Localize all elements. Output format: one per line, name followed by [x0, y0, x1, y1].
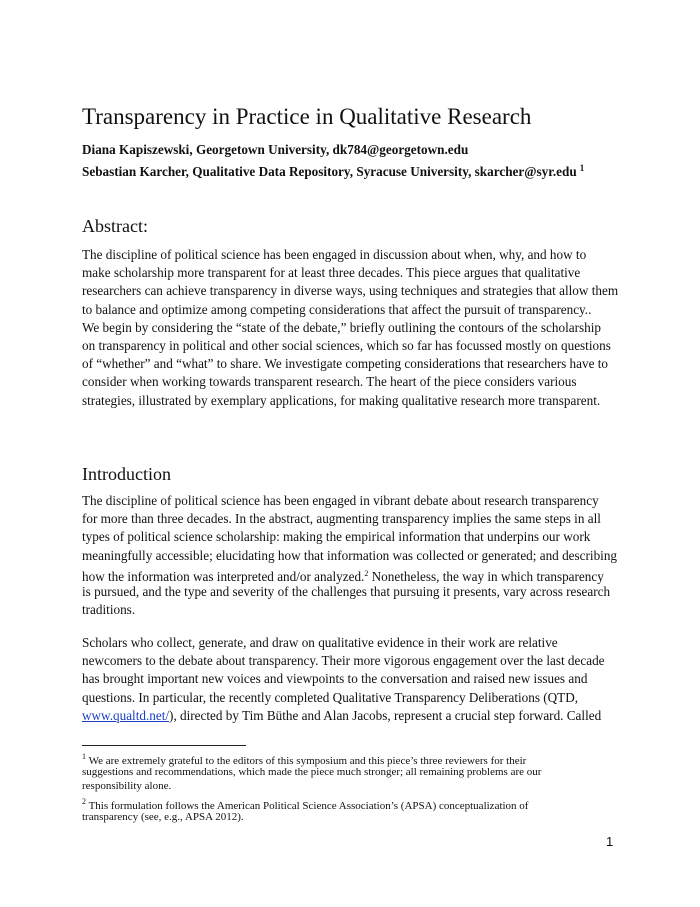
abstract-line: make scholarship more transparent for at least three decades. This piece argues that qualitative: [82, 265, 581, 281]
abstract-line: of “whether” and “what” to share. We investigate competing considerations that researchers have to: [82, 356, 608, 372]
abstract-line: to balance and optimize among competing considerations that affect the pursuit of transparency..: [82, 301, 592, 317]
paper-title: Transparency in Practice in Qualitative Research: [82, 104, 532, 129]
intro-line: meaningfully accessible; elucidating how that information was collected or generated; and describing: [82, 547, 618, 563]
page-number: 1: [606, 834, 614, 849]
footnote-text: We are extremely grateful to the editors of this symposium and this piece’s three reviewers for their: [88, 755, 527, 767]
intro-line: has brought important new voices and viewpoints to the conversation and raised new issues and: [82, 671, 588, 687]
abstract-heading: Abstract:: [82, 216, 148, 236]
author-line-1: [82, 141, 662, 159]
footnote-2: [82, 795, 622, 824]
abstract-paragraph: [82, 246, 622, 410]
intro-line: for more than three decades. In the abstract, augmenting transparency implies the same steps in all: [82, 511, 601, 527]
footnote-number: 1: [82, 752, 86, 761]
intro-line: Scholars who collect, generate, and draw on qualitative evidence in their work are relative: [82, 635, 558, 650]
intro-line: traditions.: [82, 602, 136, 618]
author-2-text: Sebastian Karcher, Qualitative Data Repository, Syracuse University, skarcher@syr.edu: [82, 164, 577, 179]
footnote-line: suggestions and recommendations, which made the piece much stronger; all remaining problems are our: [82, 765, 542, 778]
intro-line-text: ), directed by Tim Büthe and Alan Jacobs, represent a crucial step forward. Called: [169, 707, 602, 723]
footnote-number: 2: [82, 797, 86, 806]
abstract-line: on transparency in political and other social sciences, which so far has focussed mostly on questions: [82, 337, 611, 353]
intro-line-text: Nonetheless, the way in which transparency: [368, 568, 604, 584]
introduction-paragraph-1: [82, 492, 622, 619]
abstract-line: strategies, illustrated by exemplary applications, for making qualitative research more transparent.: [82, 392, 601, 408]
abstract-line: We begin by considering the “state of the debate,” briefly outlining the contours of the scholarship: [82, 319, 601, 335]
intro-line-with-link: [82, 707, 622, 725]
footnote-line: [82, 795, 622, 810]
footnote-text: This formulation follows the American Political Science Association’s (APSA) conceptualization of: [88, 800, 529, 812]
footnote-line: [82, 750, 622, 765]
intro-line: is pursued, and the type and severity of the challenges that pursuing it presents, vary across research: [82, 583, 611, 599]
abstract-line: researchers can achieve transparency in diverse ways, using techniques and strategies that allow them: [82, 283, 619, 299]
intro-line-with-footnote: [82, 565, 622, 583]
qtd-website-link[interactable]: www.qualtd.net/: [82, 707, 170, 723]
intro-line: types of political science scholarship: making the empirical information that underpins our work: [82, 529, 591, 545]
intro-line: The discipline of political science has been engaged in vibrant debate about research transparency: [82, 493, 599, 508]
footnote-ref-2[interactable]: 2: [364, 568, 369, 578]
footnote-line: transparency (see, e.g., APSA 2012).: [82, 810, 244, 823]
abstract-line: consider when working towards transparent research. The heart of the piece considers various: [82, 374, 577, 390]
abstract-line: The discipline of political science has been engaged in discussion about when, why, and how to: [82, 247, 587, 262]
introduction-heading: Introduction: [82, 464, 171, 484]
intro-line: newcomers to the debate about transparency. Their more vigorous engagement over the last decade: [82, 653, 605, 669]
author-1-text: Diana Kapiszewski, Georgetown University, dk784@georgetown.edu: [82, 142, 469, 157]
introduction-paragraph-2: [82, 634, 622, 725]
footnote-ref-1[interactable]: 1: [579, 163, 585, 173]
footnote-separator: [82, 745, 246, 746]
footnote-1: [82, 750, 622, 794]
intro-line: questions. In particular, the recently completed Qualitative Transparency Deliberations (QTD,: [82, 689, 579, 705]
footnote-line: responsibility alone.: [82, 780, 172, 792]
intro-line-text: how the information was interpreted and/or analyzed.: [82, 568, 365, 584]
author-line-2: [82, 159, 662, 181]
